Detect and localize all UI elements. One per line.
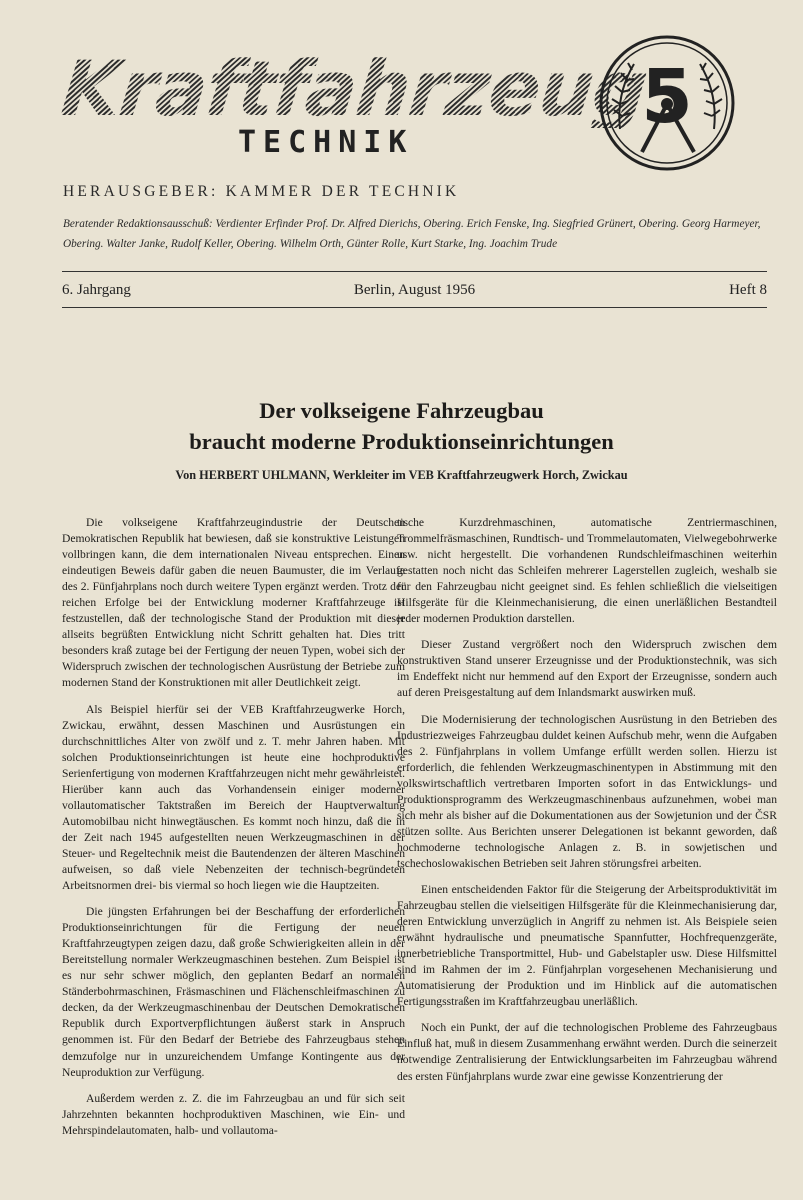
paragraph: Als Beispiel hierfür sei der VEB Kraftfahrzeugwerke Horch, Zwickau, erwähnt, dessen Maschinen und Ausrüstungen ein durchschnittliches Alter von zwölf und z. T. mehr Jahren haben. Mit solchen Produktionseinrichtungen ist heute eine hochproduktive Serienfertigung von modernen Kraftfahrzeugen nicht mehr gewährleistet. Hierüber kann auch das Vorhandensein einiger moderner vollautomatischer Taktstraßen im Bereich der Hauptverwaltung Automobilbau nicht hinwegtäuschen. Es kommt noch hinzu, daß die in der Zeit nach 1945 aufgestellten neuen Werkzeugmaschinen in der Steuer- und Regeltechnik meist die Bautendenzen der älteren Maschinen aufweisen, so daß viele Nebenzeiten der technisch-begründeten Arbeitsnormen drei- bis viermal so hoch liegen wie die Hauptzeiten. bbox=[62, 702, 405, 893]
issue-info bbox=[62, 282, 767, 302]
issue-number: Heft 8 bbox=[729, 282, 767, 298]
paragraph: Die volkseigene Kraftfahrzeugindustrie der Deutschen Demokratischen Republik hat bewiesen, daß sie konstruktive Leistungen vollbringen kann, die dem internationalen Niveau entsprechen. Einen eindeutigen Beweis dafür gaben die neuen Baumuster, die im Verlaufe des 2. Fünfjahrplans noch durch weitere Typen ergänzt werden. Trotz der reichen Erfolge bei der Entwicklung moderner Kraftfahrzeuge ist festzustellen, daß der technologische Stand der Produktion mit dieser allseits begrüßten Entwicklung nicht Schritt gehalten hat. Dies tritt besonders kraß zutage bei der Fertigung der neuen Typen, wobei sich der Widerspruch zwischen der technologischen Ausrüstung der Betriebe zum modernen Stand der Konstruktionen mit aller Deutlichkeit zeigt. bbox=[62, 516, 405, 690]
paragraph: Einen entscheidenden Faktor für die Steigerung der Arbeitsproduktivität im Fahrzeugbau stellen die vielseitigen Hilfsgeräte für die Kleinmechanisierung dar, deren Entwicklung unverzüglich in Angriff zu nehmen ist. Als Beispiele seien erwähnt hydraulische und pneumatische Spannfutter, Hochfrequenzgeräte, innerbetriebliche Transportmittel, Hub- und Gabelstapler usw. Diese Hilfsmittel sind im Rahmen der im 2. Fünfjahrplan vorgesehenen Mechanisierung und Automatisierung der Produktion und im Hinblick auf die automatischen Fertigungsstraßen im Kraftfahrzeugbau unerläßlich. bbox=[397, 882, 777, 1009]
journal-subtitle: TECHNIK bbox=[238, 125, 414, 160]
seal-number: 5 bbox=[641, 54, 693, 140]
paragraph: Noch ein Punkt, der auf die technologischen Probleme des Fahrzeugbaus Einfluß hat, muß in diesem Zusammenhang erwähnt werden. Durch die seinerzeit notwendige Zentralisierung der Entwicklungsarbeiten im Fahrzeugbau während des ersten Fünfjahrplans wurde zwar eine gewisse Konzentrierung der bbox=[397, 1021, 777, 1083]
header-rule-top bbox=[62, 271, 767, 272]
title-line-1: Der volkseigene Fahrzeugbau bbox=[259, 398, 544, 423]
byline: Von HERBERT UHLMANN, Werkleiter im VEB Kraftfahrzeugwerk Horch, Zwickau bbox=[175, 468, 628, 482]
title-line-2: braucht moderne Produktionseinrichtungen bbox=[189, 429, 614, 454]
column-left bbox=[62, 515, 405, 1195]
paragraph: Die jüngsten Erfahrungen bei der Beschaffung der erforderlichen Produktionseinrichtungen für die Fertigung der neuen Kraftfahrzeugtypen zeigen dazu, daß große Schwierigkeiten allein in der Bereitstellung normaler Werkzeugmaschinen bestehen. Zum Beispiel ist es nur sehr schwer möglich, den geplanten Bedarf an normalen Ständerbohrmaschinen, Fräsmaschinen und Flächenschleifmaschinen zu decken, da der Werkzeugmaschinenbau der Deutschen Demokratischen Republik durch Exportverpflichtungen äußerst stark in Anspruch genommen ist. Für den Bedarf der Betriebe des Fahrzeugbaus stehen demzufolge nur in unzureichendem Umfange Kontingente aus der Neuproduktion zur Verfügung. bbox=[62, 905, 405, 1079]
paragraph: Die Modernisierung der technologischen Ausrüstung in den Betrieben des Industriezweiges Fahrzeugbau duldet keinen Aufschub mehr, wenn die Aufgaben des 2. Fünfjahrplans in vollem Umfange erfüllt werden sollen. Hierzu ist erforderlich, die fehlenden Werkzeugmaschinentypen in Abstimmung mit den volkswirtschaftlich vertretbaren Importen sofort in das Entwicklungs- und Produktionsprogramm des Werkzeugmaschinenbaus aufzunehmen, wobei man sich mehr als bisher auf die Dokumentationen aus der Sowjetunion und der ČSR stützen sollte. Aus Berichten unserer Delegationen ist bekannt geworden, daß hochmoderne technologische Anlagen z. B. in sowjetischen und tschechoslowakischen Betrieben seit Jahren störungsfrei arbeiten. bbox=[397, 712, 777, 870]
paragraph: Außerdem werden z. Z. die im Fahrzeugbau an und für sich seit Jahrzehnten bekannten hochproduktiven Maschinen, wie Ein- und Mehrspindelautomaten, halb- und vollautoma- bbox=[62, 1091, 405, 1137]
header-rule-bottom bbox=[62, 307, 767, 308]
article-title bbox=[0, 395, 803, 457]
five-year-plan-seal bbox=[598, 34, 736, 172]
column-right bbox=[397, 515, 777, 1195]
paragraph: tische Kurzdrehmaschinen, automatische Zentriermaschinen, Trommelfräsmaschinen, Rundtisch- und Trommelautomaten, Vielwegebohrwerke usw. nicht hergestellt. Die vorhandenen Rundschleifmaschinen weiterhin gestatten noch nicht das Schleifen mehrerer Lagerstellen zugleich, weshalb sie für den Fahrzeugbau nicht geeignet sind. Es fehlen schließlich die vielseitigen Hilfsgeräte für die Kleinmechanisierung, die einen unerläßlichen Bestandteil jeder modernen Produktion darstellen. bbox=[397, 516, 777, 626]
volume: 6. Jahrgang bbox=[62, 282, 131, 298]
place-date: Berlin, August 1956 bbox=[353, 282, 476, 298]
masthead bbox=[0, 0, 803, 250]
publisher-line: HERAUSGEBER: KAMMER DER TECHNIK bbox=[63, 183, 460, 200]
paragraph: Dieser Zustand vergrößert noch den Widerspruch zwischen dem konstruktiven Stand unserer Erzeugnisse und der Produktionstechnik, was sich im Endeffekt nicht nur hemmend auf den Export der Erzeugnisse, sondern auch auf deren Preisgestaltung auf dem Inlandsmarkt auswirken muß. bbox=[397, 638, 777, 700]
editorial-committee: Beratender Redaktionsausschuß: Verdienter Erfinder Prof. Dr. Alfred Dierichs, Obering. Erich Fenske, Ing. Siegfried Grünert, Obering. Georg Harmeyer, Obering. Walter Janke, Rudolf Keller, Obering. Wilhelm Orth, Günter Rolle, Kurt Starke, Ing. Joachim Trude bbox=[63, 218, 761, 250]
journal-title: Kraftfahrzeug bbox=[57, 44, 652, 133]
